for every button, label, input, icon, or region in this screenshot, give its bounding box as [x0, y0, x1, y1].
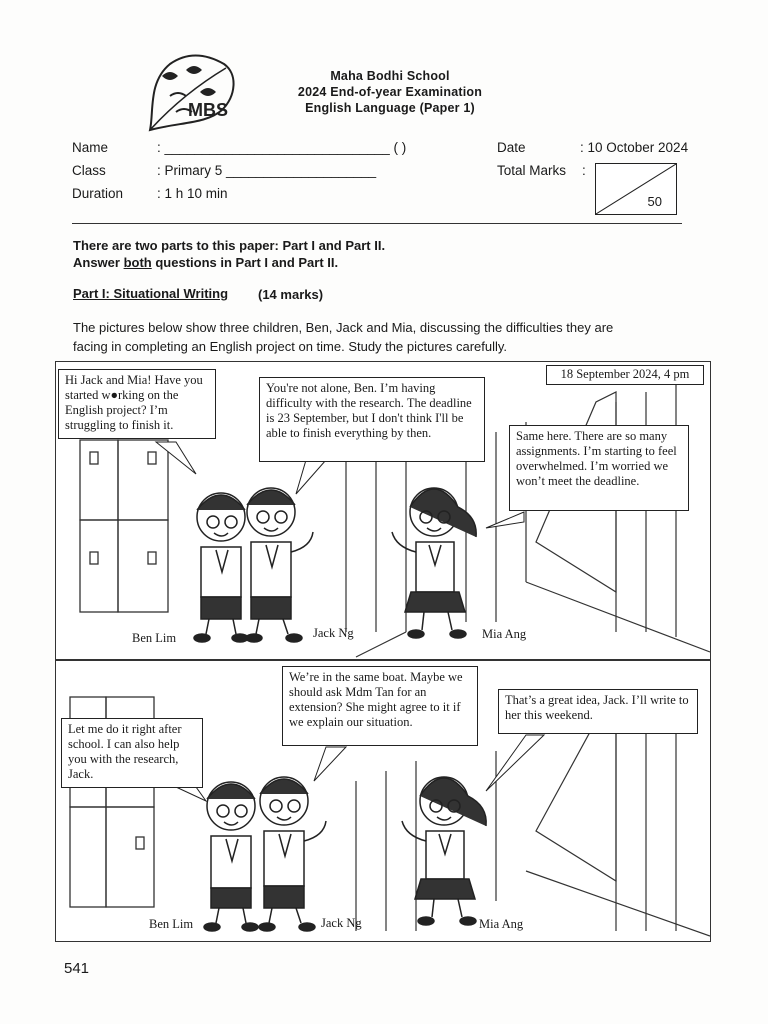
jack-figure-2 — [259, 777, 326, 931]
total-marks-box — [595, 163, 677, 215]
label-ben-lim: Ben Lim — [132, 631, 177, 645]
school-logo — [140, 52, 240, 134]
class-value: : Primary 5 ____________________ — [157, 163, 377, 178]
school-name: Maha Bodhi School — [330, 69, 450, 83]
logo-text: MBS — [188, 100, 228, 120]
ben-figure-2 — [204, 782, 258, 931]
duration-value: : 1 h 10 min — [157, 186, 228, 201]
date-value: : 10 October 2024 — [580, 140, 689, 155]
mia-figure — [392, 488, 476, 638]
comic-panel-2 — [55, 660, 711, 942]
speech-bubble-ben: Hi Jack and Mia! Have you started w●rking on the English project? I’m struggling to finish it. — [58, 369, 216, 439]
part1-description-1: The pictures below show three children, Ben, Jack and Mia, discussing the difficulties they are — [73, 320, 614, 335]
comic-panel-1 — [55, 361, 711, 660]
speech-bubble-jack-2: We’re in the same boat. Maybe we should ask Mdm Tan for an extension? She might agree to it if we explain our situation. — [282, 666, 478, 746]
part1-marks: (14 marks) — [258, 287, 324, 302]
total-marks-value: 50 — [647, 194, 662, 209]
speech-bubble-mia: Same here. There are so many assignments. I’m starting to feel overwhelmed. I’m worried we won’t meet the deadline. — [509, 425, 689, 511]
name-label: Name — [72, 140, 109, 155]
emphasis-both: both — [123, 255, 152, 270]
name-value: : ______________________________ ( ) — [157, 140, 407, 155]
exam-title: 2024 End-of-year Examination — [297, 85, 483, 99]
part1-title: Part I: Situational Writing — [73, 286, 229, 301]
total-marks-colon: : — [582, 163, 586, 178]
label-jack-ng: Jack Ng — [313, 626, 354, 640]
paper-title: English Language (Paper 1) — [305, 101, 475, 115]
ben-figure — [194, 493, 248, 642]
date-label: Date — [497, 140, 526, 155]
label-ben-lim-2: Ben Lim — [149, 917, 194, 931]
jack-figure — [246, 488, 313, 642]
part1-description-2: facing in completing an English project on time. Study the pictures carefully. — [73, 339, 508, 354]
header-divider — [72, 223, 682, 224]
panel-timestamp: 18 September 2024, 4 pm — [546, 365, 704, 385]
label-jack-ng-2: Jack Ng — [321, 916, 362, 930]
instruction-line-2: Answer both questions in Part I and Part II. — [73, 255, 339, 270]
speech-bubble-jack: You're not alone, Ben. I’m having difficulty with the research. The deadline is 23 September, but I don't think I'll be able to finish everything by then. — [259, 377, 485, 462]
speech-bubble-mia-2: That’s a great idea, Jack. I’ll write to her this weekend. — [498, 689, 698, 734]
total-marks-label: Total Marks — [497, 163, 567, 178]
class-label: Class — [72, 163, 106, 178]
instruction-line-1: There are two parts to this paper: Part I and Part II. — [73, 238, 386, 253]
mia-figure-2 — [402, 777, 486, 925]
label-mia-ang: Mia Ang — [482, 627, 527, 641]
label-mia-ang-2: Mia Ang — [479, 917, 524, 931]
diagonal-line — [596, 164, 676, 214]
page-number: 541 — [64, 960, 90, 977]
speech-bubble-ben-2: Let me do it right after school. I can also help you with the research, Jack. — [61, 718, 203, 788]
duration-label: Duration — [72, 186, 124, 201]
